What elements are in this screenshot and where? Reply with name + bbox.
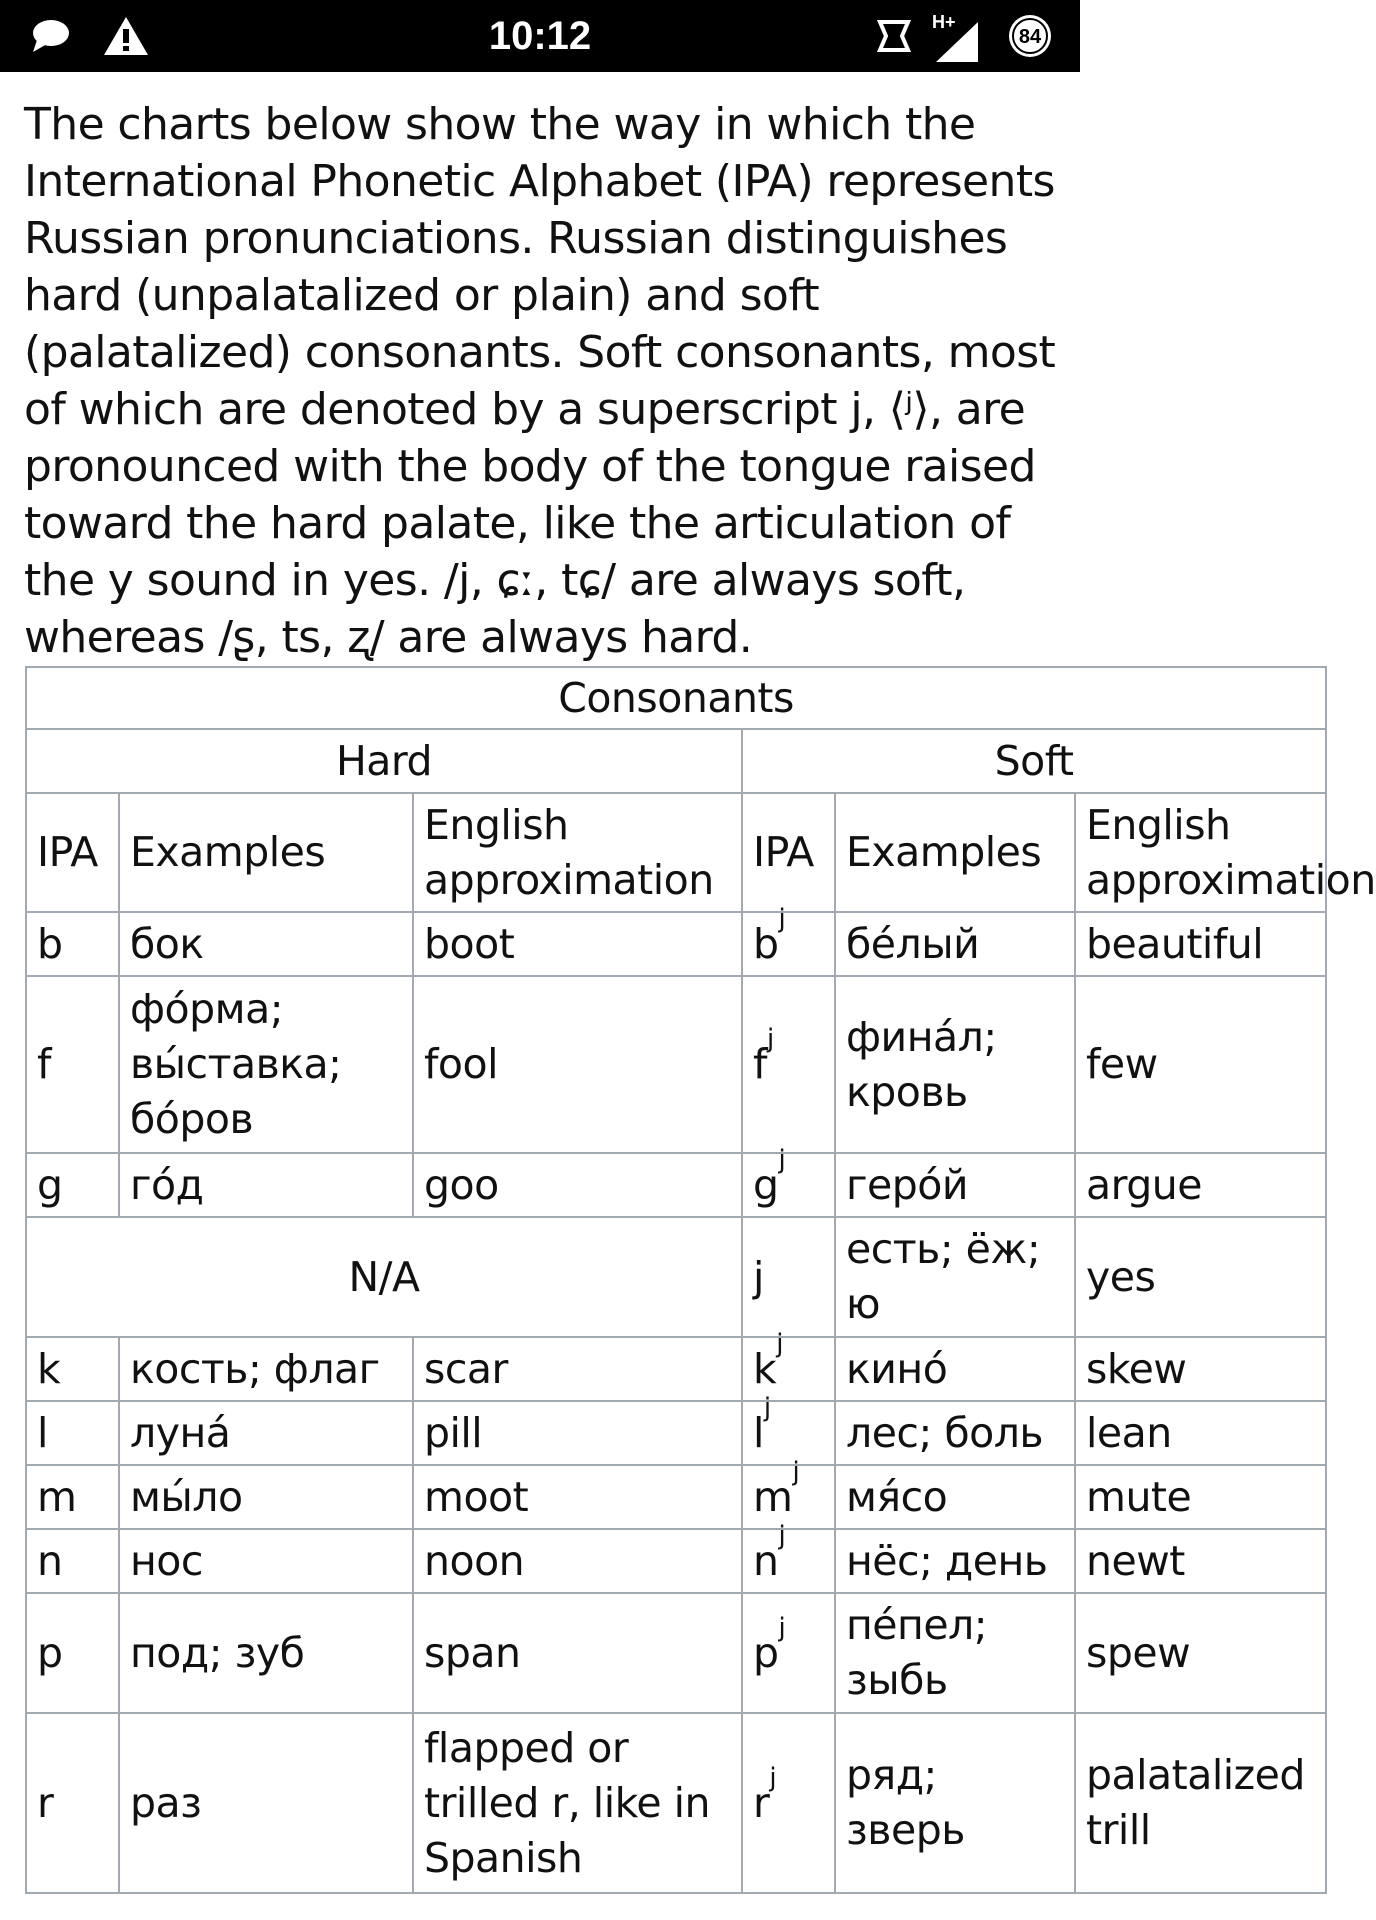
signal-icon [928, 0, 982, 72]
status-bar [0, 0, 1080, 72]
table-row [26, 1217, 1326, 1337]
consonants-caption: Consonants [26, 667, 1326, 729]
hard-examples-cell: кость; флаг [119, 1337, 413, 1401]
soft-english-cell: argue [1075, 1153, 1326, 1217]
soft-ipa-base: k [753, 1344, 777, 1393]
hard-english-cell: moot [413, 1465, 742, 1529]
hard-english-cell: flapped or trilled r, like in Spanish [413, 1713, 742, 1893]
battery-level-label: 84 [1018, 26, 1042, 48]
palatalization-mark: j [766, 1024, 774, 1054]
soft-english-header: English approximation [1075, 793, 1326, 912]
hard-ipa-header: IPA [26, 793, 119, 912]
soft-examples-cell: бе́лый [835, 912, 1075, 976]
palatalization-mark: j [778, 903, 786, 934]
hard-english-cell: noon [413, 1529, 742, 1593]
battery-icon [1006, 0, 1054, 72]
consonants-table-scroll[interactable] [25, 666, 1376, 1920]
soft-ipa-cell [742, 976, 835, 1153]
soft-examples-cell: есть; ёж; ю [835, 1217, 1075, 1337]
soft-examples-cell: нёс; день [835, 1529, 1075, 1593]
table-row [26, 1465, 1326, 1529]
soft-ipa-base: l [753, 1408, 764, 1457]
network-type-label: H+ [932, 12, 956, 32]
hard-na-cell: N/A [26, 1217, 742, 1337]
palatalization-mark: j [763, 1392, 771, 1423]
hard-english-cell: fool [413, 976, 742, 1153]
soft-examples-cell: мя́со [835, 1465, 1075, 1529]
soft-english-cell: skew [1075, 1337, 1326, 1401]
soft-examples-cell: фина́л; кровь [835, 976, 1075, 1153]
table-row [26, 976, 1326, 1153]
soft-english-cell: beautiful [1075, 912, 1326, 976]
table-row [26, 1713, 1326, 1893]
hard-examples-header: Examples [119, 793, 413, 912]
soft-ipa-base: b [753, 919, 779, 968]
hard-ipa-cell: m [26, 1465, 119, 1529]
soft-examples-cell: кино́ [835, 1337, 1075, 1401]
soft-ipa-cell [742, 1144, 835, 1217]
soft-examples-header: Examples [835, 793, 1075, 912]
palatalization-mark: j [778, 1612, 786, 1643]
soft-english-cell: lean [1075, 1401, 1326, 1465]
soft-examples-cell: лес; боль [835, 1401, 1075, 1465]
hard-examples-cell: бок [119, 912, 413, 976]
table-row [26, 912, 1326, 976]
soft-english-cell: newt [1075, 1529, 1326, 1593]
hard-ipa-cell: f [26, 976, 119, 1153]
hard-ipa-cell: r [26, 1713, 119, 1893]
intro-paragraph: The charts below show the way in which the International Phonetic Alphabet (IPA) represents Russian pronunciations. Russian distinguishes hard (unpalatalized or plain) and soft (palatalized) consonants. Soft consonants, most of which are denoted by a superscript j, ⟨ʲ⟩, are pronounced with the body of the tongue raised toward the hard palate, like the articulation of the y sound in yes. /j, ɕː, tɕ/ are always soft, whereas /ʂ, ts, ʐ/ are always hard. [24, 99, 1056, 663]
soft-ipa-cell [742, 1520, 835, 1593]
soft-ipa-header: IPA [742, 793, 835, 912]
hard-ipa-cell: k [26, 1337, 119, 1401]
soft-english-cell: yes [1075, 1217, 1326, 1337]
soft-ipa-cell [742, 1593, 835, 1713]
soft-ipa-cell [742, 1456, 835, 1529]
table-row [26, 1529, 1326, 1593]
soft-ipa-base: p [753, 1628, 779, 1677]
hard-english-cell: scar [413, 1337, 742, 1401]
hard-examples-cell: под; зуб [119, 1593, 413, 1713]
soft-examples-cell: геро́й [835, 1153, 1075, 1217]
soft-header: Soft [742, 729, 1326, 793]
sim-icon [874, 0, 914, 72]
hard-ipa-cell: p [26, 1593, 119, 1713]
palatalization-mark: j [769, 1762, 777, 1793]
hard-examples-cell: мы́ло [119, 1465, 413, 1529]
soft-ipa-base: m [753, 1472, 793, 1521]
soft-english-cell: spew [1075, 1593, 1326, 1713]
hard-english-cell: pill [413, 1401, 742, 1465]
hard-english-header: English approximation [413, 793, 742, 912]
hard-examples-cell: раз [119, 1713, 413, 1893]
hard-ipa-cell: n [26, 1529, 119, 1593]
soft-ipa-base: n [753, 1536, 779, 1585]
table-row [26, 1401, 1326, 1465]
soft-examples-cell: ряд; зверь [835, 1713, 1075, 1893]
soft-english-cell: mute [1075, 1465, 1326, 1529]
clock: 10:12 [488, 14, 592, 58]
hard-examples-cell: нос [119, 1529, 413, 1593]
consonants-table [25, 666, 1376, 1894]
soft-ipa-cell [742, 1392, 835, 1465]
soft-ipa-cell [742, 1328, 835, 1401]
soft-english-cell: palatalized trill [1075, 1713, 1326, 1893]
hard-ipa-cell: g [26, 1153, 119, 1217]
hard-examples-cell: фо́рма; вы́ставка; бо́ров [119, 976, 413, 1153]
hard-header: Hard [26, 729, 742, 793]
soft-examples-cell: пе́пел; зыбь [835, 1593, 1075, 1713]
table-row [26, 1337, 1326, 1401]
palatalization-mark: j [778, 1520, 786, 1551]
soft-ipa-cell [742, 903, 835, 976]
soft-ipa-base: r [753, 1778, 770, 1827]
hard-ipa-cell: b [26, 912, 119, 976]
hard-english-cell: goo [413, 1153, 742, 1217]
hard-ipa-cell: l [26, 1401, 119, 1465]
soft-ipa-cell: j [742, 1217, 835, 1337]
soft-ipa-base: g [753, 1160, 779, 1209]
soft-english-cell: few [1075, 976, 1326, 1153]
palatalization-mark: j [776, 1328, 783, 1359]
hard-english-cell: boot [413, 912, 742, 976]
hard-examples-cell: го́д [119, 1153, 413, 1217]
table-row [26, 1153, 1326, 1217]
hard-english-cell: span [413, 1593, 742, 1713]
palatalization-mark: j [778, 1144, 786, 1175]
palatalization-mark: j [792, 1456, 800, 1487]
table-row [26, 1593, 1326, 1713]
hard-examples-cell: луна́ [119, 1401, 413, 1465]
soft-ipa-cell [742, 1713, 835, 1893]
soft-ipa-base: f [753, 1040, 767, 1088]
